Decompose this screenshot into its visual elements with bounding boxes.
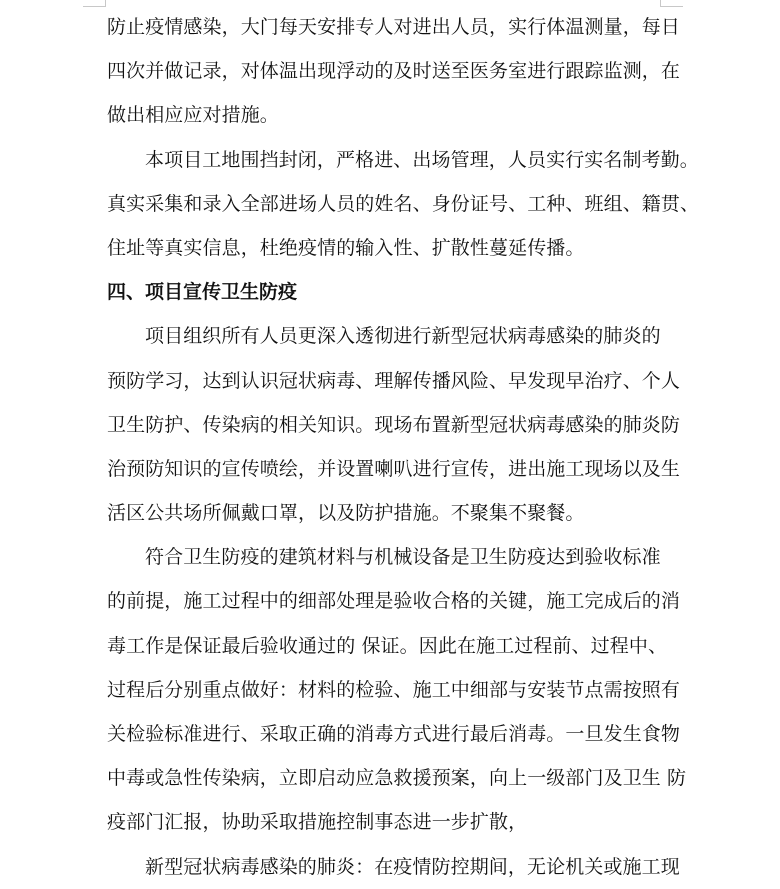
paragraph-site-enclosure bbox=[107, 138, 700, 271]
text-line: 卫生防护、传染病的相关知识。现场布置新型冠状病毒感染的肺炎防 bbox=[107, 413, 681, 436]
paragraph-pneumonia-control bbox=[107, 845, 680, 889]
paragraph-materials-disinfection bbox=[107, 535, 687, 844]
section-heading: 四、项目宣传卫生防疫 bbox=[107, 281, 298, 304]
document-page bbox=[107, 5, 700, 889]
text-line: 治预防知识的宣传喷绘，并设置喇叭进行宣传，进出施工现场以及生 bbox=[107, 457, 681, 480]
text-line: 关检验标准进行、采取正确的消毒方式进行最后消毒。一旦发生食物 bbox=[107, 723, 681, 745]
text-line: 住址等真实信息，杜绝疫情的输入性、扩散性蔓延传播。 bbox=[107, 236, 585, 259]
text-line: 的前提，施工过程中的细部处理是验收合格的关键，施工完成后的消 bbox=[107, 590, 681, 613]
text-line: 做出相应应对措施。 bbox=[107, 104, 279, 127]
text-line: 本项目工地围挡封闭，严格进、出场管理，人员实行实名制考勤。 bbox=[145, 148, 699, 171]
page-corner-mark-left bbox=[83, 0, 106, 7]
text-line: 符合卫生防疫的建筑材料与机械设备是卫生防疫达到验收标准 bbox=[145, 546, 661, 569]
text-line: 真实采集和录入全部进场人员的姓名、身份证号、工种、班组、籍贯、 bbox=[107, 192, 700, 215]
text-line: 毒工作是保证最后验收通过的 保证。因此在施工过程前、过程中、 bbox=[107, 634, 668, 657]
paragraph-temperature-check bbox=[107, 5, 681, 138]
text-line: 预防学习，达到认识冠状病毒、理解传播风险、早发现早治疗、个人 bbox=[107, 369, 681, 392]
text-line: 新型冠状病毒感染的肺炎：在疫情防控期间，无论机关或施工现 bbox=[145, 855, 680, 878]
text-line: 过程后分别重点做好：材料的检验、施工中细部与安装节点需按照有 bbox=[107, 678, 681, 701]
text-line: 疫部门汇报，协助采取措施控制事态进一步扩散， bbox=[107, 811, 528, 834]
text-line: 活区公共场所佩戴口罩，以及防护措施。不聚集不聚餐。 bbox=[107, 502, 585, 525]
text-line: 中毒或急性传染病，立即启动应急救援预案，向上一级部门及卫生 防 bbox=[107, 767, 687, 790]
text-line: 防止疫情感染，大门每天安排专人对进出人员，实行体温测量，每日 bbox=[107, 16, 681, 38]
paragraph-prevention-education bbox=[107, 314, 681, 535]
text-line: 项目组织所有人员更深入透彻进行新型冠状病毒感染的肺炎的 bbox=[145, 325, 661, 348]
text-line: 四次并做记录，对体温出现浮动的及时送至医务室进行跟踪监测，在 bbox=[107, 60, 681, 83]
